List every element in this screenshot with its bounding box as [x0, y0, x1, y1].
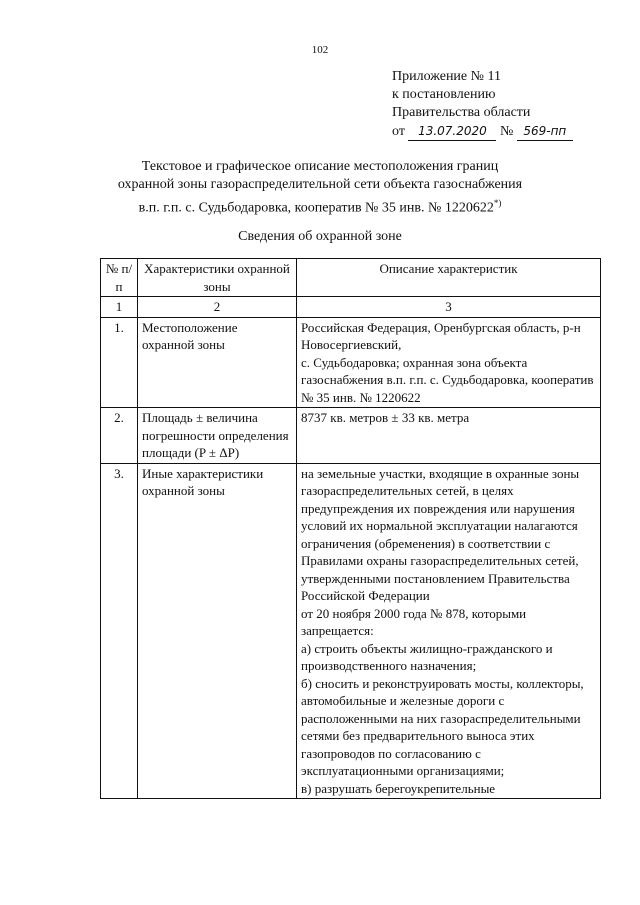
handwritten-number: 569-пп [517, 122, 573, 141]
ot-label: от [392, 124, 405, 139]
index-cell: 3 [297, 297, 601, 318]
appendix-line-3: Правительства области [392, 105, 531, 120]
handwritten-date: 13.07.2020 [408, 122, 496, 141]
row-description: на земельные участки, входящие в охранные зоны газораспределительных сетей, в целях предупреждения их повреждения или нарушения условий их нормальной эксплуатации налагаются ограничения (обременения) в соответствии с Правилами охраны газораспределительных сетей, утвержденными постановлением Правительства Российской Федерации от 20 ноября 2000 года № 878, которыми запрещается: а) строить объекты жилищно-гражданского и производственного назначения; б) сносить и реконструировать мосты, коллекторы, автомобильные и железные дороги с расположенными на них газораспределительными сетями без предварительного выноса этих газопроводов по согласованию с эксплуатационными организациями; в) разрушать берегоукрепительные [297, 463, 601, 799]
row-number: 1. [101, 317, 138, 408]
page-number: 102 [311, 44, 329, 56]
title-line-3-text: в.п. г.п. с. Судьбодаровка, кооператив № 35 инв. № 1220622 [138, 200, 494, 216]
document-title [80, 158, 560, 218]
index-cell: 2 [138, 297, 297, 318]
row-description: Российская Федерация, Оренбургская область, р-н Новосергиевский, с. Судьбодаровка; охранная зона объекта газоснабжения в.п. г.п. с. Судьбодаровка, кооператив № 35 инв. № 1220622 [297, 317, 601, 408]
zone-info-table [100, 258, 601, 799]
header-description: Описание характеристик [297, 259, 601, 297]
header-characteristics: Характеристики охранной зоны [138, 259, 297, 297]
appendix-line-2: к постановлению [392, 87, 496, 102]
appendix-line-1: Приложение № 11 [392, 69, 501, 84]
header-number: № п/п [101, 259, 138, 297]
footnote-mark: *) [493, 198, 502, 208]
title-line-3 [80, 194, 560, 218]
index-cell: 1 [101, 297, 138, 318]
table-row [101, 463, 601, 799]
row-description: 8737 кв. метров ± 33 кв. метра [297, 408, 601, 464]
row-characteristic: Площадь ± величина погрешности определения площади (P ± ΔP) [138, 408, 297, 464]
table-header-row [101, 259, 601, 297]
row-number: 3. [101, 463, 138, 799]
appendix-block [392, 68, 573, 141]
row-characteristic: Местоположение охранной зоны [138, 317, 297, 408]
row-number: 2. [101, 408, 138, 464]
number-label: № [499, 124, 514, 139]
row-characteristic: Иные характеристики охранной зоны [138, 463, 297, 799]
table-row [101, 408, 601, 464]
section-subtitle: Сведения об охранной зоне [238, 229, 402, 244]
title-line-1: Текстовое и графическое описание местоположения границ [141, 159, 499, 174]
appendix-date-line [392, 122, 573, 141]
table-row [101, 317, 601, 408]
title-line-2: охранной зоны газораспределительной сети объекта газоснабжения [117, 177, 523, 192]
table-index-row [101, 297, 601, 318]
